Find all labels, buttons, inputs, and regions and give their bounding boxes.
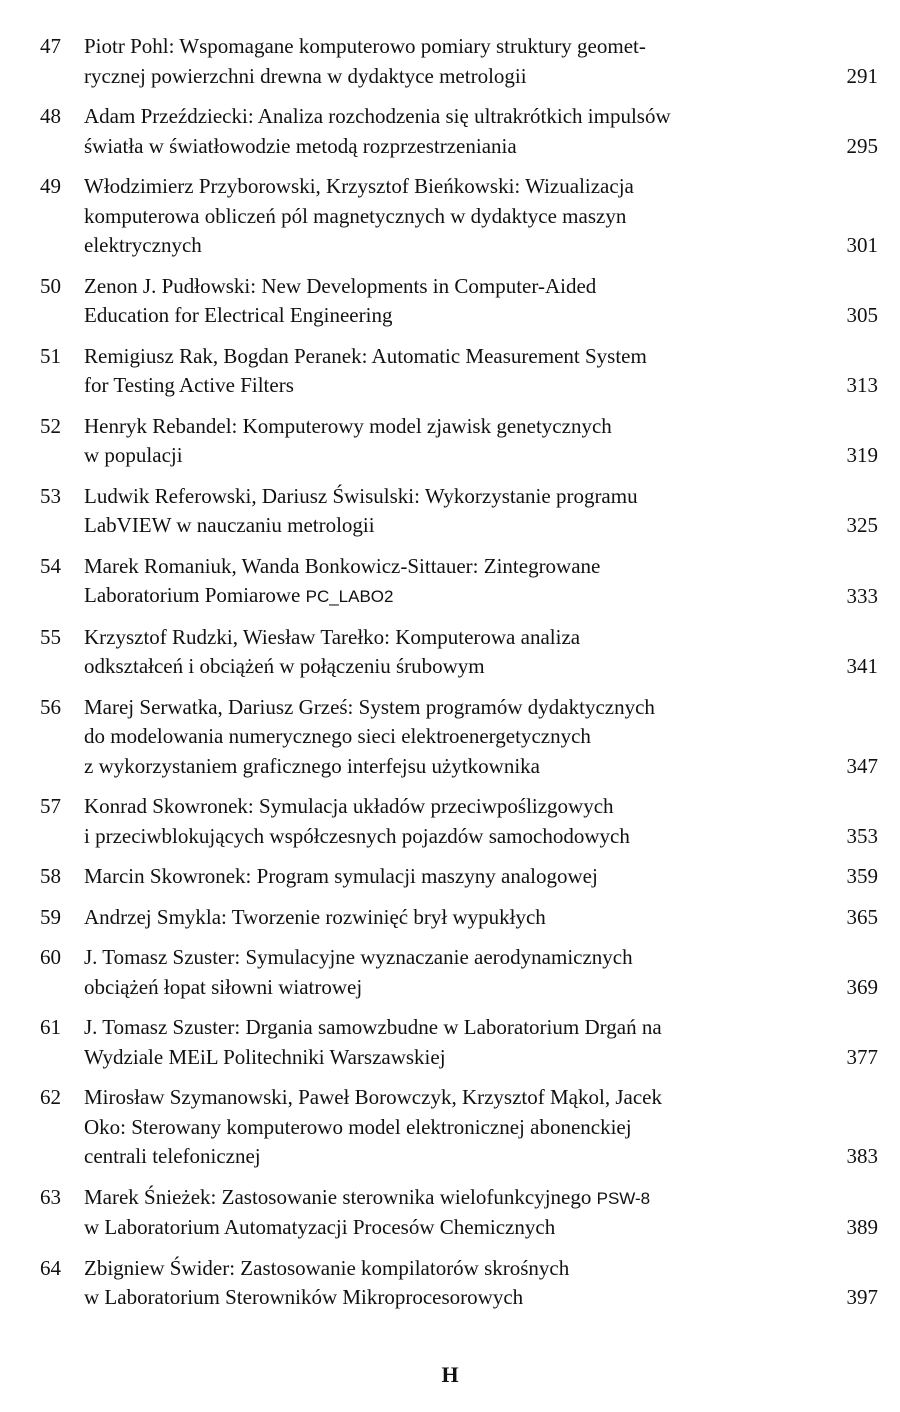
entry-title-line [84,752,810,782]
entry-title-line [84,1213,810,1243]
entry-page-number: 301 [846,233,878,257]
entry-title-text: for Testing Active Filters [84,373,294,397]
entry-title-text: z wykorzystaniem graficznego interfejsu użytkownika [84,753,541,778]
entry-page-number: 359 [846,864,878,888]
entry-page-number: 389 [846,1215,878,1239]
entry-title [84,552,830,612]
entry-title-text: Andrzej Smykla: Tworzenie rozwinięć brył wypukłych [84,904,546,929]
entry-number: 48 [40,104,61,128]
entry-title-text: LabVIEW w nauczaniu metrologii [84,513,375,537]
entry-number: 51 [40,343,61,368]
entry-title-line [84,581,810,612]
entry-title-text: do modelowania numerycznego sieci elektroenergetycznych [84,724,591,748]
entry-number: 62 [40,1085,61,1109]
entry-title-line [84,482,810,512]
entry-title [84,412,830,471]
entry-page-number: 383 [846,1144,878,1168]
entry-title-text: Włodzimierz Przyborowski, Krzysztof Bieńkowski: Wizualizacja [84,174,634,198]
toc-entry [36,903,878,933]
entry-number: 58 [40,864,61,888]
entry-title-text: J. Tomasz Szuster: Drgania samowzbudne w Laboratorium Drgań na [84,1015,662,1039]
toc-entry [36,943,878,1002]
entry-number: 54 [40,553,61,578]
toc-entry [36,1083,878,1172]
entry-title-text: odkształceń i obciążeń w połączeniu śrubowym [84,654,485,678]
entry-title-line [84,623,810,653]
entry-title-line [84,1142,810,1172]
entry-title-line [84,1083,810,1113]
toc-entry [36,862,878,892]
entry-title-text: światła w światłowodzie metodą rozprzestrzeniania [84,133,517,158]
entry-page-number: 369 [846,974,878,999]
entry-page-number: 397 [846,1285,878,1309]
entry-page-number: 295 [846,133,878,158]
entry-page-number: 353 [846,823,878,848]
entry-title [84,172,830,261]
entry-number: 52 [40,413,61,438]
entry-page-number: 319 [846,443,878,467]
entry-title-line [84,552,810,582]
entry-page-number: 325 [846,513,878,537]
entry-title-line [84,412,810,442]
entry-page-number: 377 [846,1044,878,1069]
entry-title-line [84,1183,810,1214]
entry-title [84,1083,830,1172]
entry-title-line [84,862,810,892]
entry-title-text: Konrad Skowronek: Symulacja układów przeciwpoślizgowych [84,794,614,818]
entry-page-number: 341 [846,654,878,678]
toc-entry [36,623,878,682]
entry-title-text: Wydziale MEiL Politechniki Warszawskiej [84,1044,446,1069]
entry-title-line [84,943,810,973]
entry-page-number: 347 [846,753,878,778]
toc-entry [36,172,878,261]
entry-title-text: Oko: Sterowany komputerowo model elektronicznej abonenckiej [84,1114,632,1139]
entry-title-line [84,202,810,232]
entry-title [84,623,830,682]
entry-title-line [84,722,810,752]
entry-number: 59 [40,904,61,929]
entry-title-line [84,822,810,852]
entry-title-text: Zbigniew Świder: Zastosowanie kompilatorów skrośnych [84,1255,570,1280]
entry-title-text: Marek Śnieżek: Zastosowanie sterownika wielofunkcyjnego [84,1184,597,1209]
entry-title-line [84,172,810,202]
entry-number: 50 [40,273,61,298]
entry-title [84,792,830,851]
entry-page-number: 313 [846,373,878,397]
entry-title [84,862,830,892]
table-of-contents [36,32,878,1324]
entry-title-text: Ludwik Referowski, Dariusz Świsulski: Wykorzystanie programu [84,483,638,508]
entry-title-text: rycznej powierzchni drewna w dydaktyce metrologii [84,63,527,88]
entry-title-text: Adam Przeździecki: Analiza rozchodzenia się ultrakrótkich impulsów [84,104,671,128]
entry-title [84,102,830,161]
entry-number: 47 [40,34,61,58]
entry-page-number: 291 [846,63,878,88]
entry-title-line [84,1043,810,1073]
entry-title-text: i przeciwblokujących współczesnych pojazdów samochodowych [84,823,630,848]
toc-entry [36,342,878,401]
toc-entry [36,102,878,161]
entry-title-text: Marek Romaniuk, Wanda Bonkowicz-Sittauer: Zintegrowane [84,553,601,578]
entry-title-line [84,342,810,372]
toc-entry [36,693,878,782]
entry-title [84,482,830,541]
entry-number: 49 [40,174,61,198]
entry-title [84,943,830,1002]
entry-title [84,903,830,933]
entry-title [84,1013,830,1072]
entry-title-line [84,441,810,471]
entry-title-text: J. Tomasz Szuster: Symulacyjne wyznaczanie aerodynamicznych [84,945,633,969]
toc-entry [36,32,878,91]
entry-title-line [84,792,810,822]
entry-title-line [84,231,810,261]
entry-title-line [84,973,810,1003]
entry-number: 57 [40,794,61,818]
entry-title-line [84,272,810,302]
entry-title-text: w Laboratorium Automatyzacji Procesów Chemicznych [84,1215,556,1239]
toc-entry [36,1254,878,1313]
entry-title-line [84,903,810,933]
entry-title-text: Piotr Pohl: Wspomagane komputerowo pomiary struktury geomet- [84,34,646,58]
entry-title-text: Marcin Skowronek: Program symulacji maszyny analogowej [84,864,598,888]
entry-title-line [84,62,810,92]
entry-number: 56 [40,694,61,719]
entry-code: PC_LABO2 [305,587,394,606]
entry-title [84,342,830,401]
entry-page-number: 305 [846,303,878,327]
entry-title-text: obciążeń łopat siłowni wiatrowej [84,974,363,999]
entry-title-text: Laboratorium Pomiarowe [84,583,306,607]
entry-title-line [84,511,810,541]
entry-title-line [84,652,810,682]
page-footer-letter: H [441,1362,459,1387]
entry-title-text: Zenon J. Pudłowski: New Developments in Computer-Aided [84,273,597,298]
entry-code: PSW-8 [596,1188,651,1208]
entry-title-text: Mirosław Szymanowski, Paweł Borowczyk, Krzysztof Mąkol, Jacek [84,1085,662,1109]
entry-page-number: 365 [846,904,878,929]
entry-title-line [84,693,810,723]
entry-title-text: Remigiusz Rak, Bogdan Peranek: Automatic Measurement System [84,343,647,368]
entry-title [84,1183,830,1243]
entry-title-line [84,1283,810,1313]
entry-title-text: elektrycznych [84,233,202,257]
entry-title [84,693,830,782]
toc-entry [36,412,878,471]
entry-title-text: Marej Serwatka, Dariusz Grześ: System programów dydaktycznych [84,694,655,719]
toc-entry [36,482,878,541]
entry-number: 55 [40,624,61,649]
entry-title-line [84,102,810,132]
entry-title-line [84,371,810,401]
entry-title-line [84,1013,810,1043]
entry-title-text: centrali telefonicznej [84,1144,261,1168]
entry-number: 64 [40,1255,61,1280]
entry-title-line [84,1113,810,1143]
toc-entry [36,792,878,851]
entry-page-number: 333 [846,584,878,608]
toc-entry [36,1183,878,1243]
entry-title [84,272,830,331]
entry-title-text: w populacji [84,443,183,467]
entry-title-text: Education for Electrical Engineering [84,303,393,327]
entry-title-text: w Laboratorium Sterowników Mikroprocesorowych [84,1285,524,1309]
entry-number: 60 [40,945,61,969]
entry-number: 63 [40,1184,61,1209]
entry-title-line [84,32,810,62]
toc-entry [36,552,878,612]
entry-title-text: komputerowa obliczeń pól magnetycznych w dydaktyce maszyn [84,203,627,228]
entry-title [84,1254,830,1313]
entry-title-text: Henryk Rebandel: Komputerowy model zjawisk genetycznych [84,413,612,438]
entry-title-line [84,1254,810,1284]
entry-title-line [84,132,810,162]
entry-number: 61 [40,1015,61,1039]
entry-title-line [84,301,810,331]
toc-entry [36,272,878,331]
entry-title-text: Krzysztof Rudzki, Wiesław Tarełko: Komputerowa analiza [84,624,581,649]
entry-title [84,32,830,91]
entry-number: 53 [40,483,61,508]
toc-entry [36,1013,878,1072]
